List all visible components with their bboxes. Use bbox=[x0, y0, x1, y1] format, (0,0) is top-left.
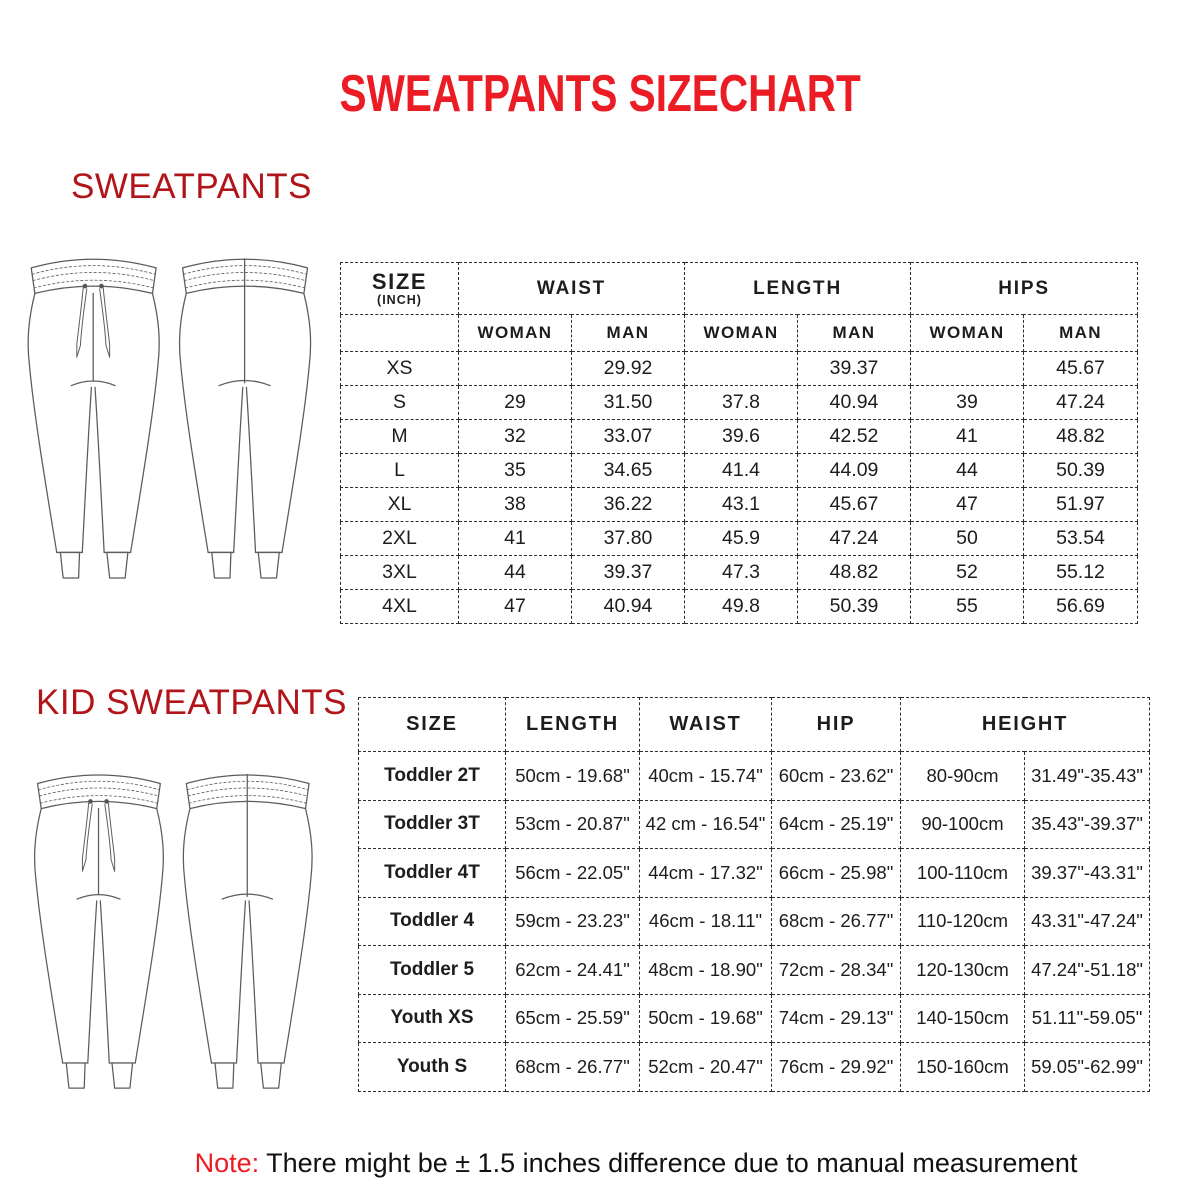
size-cell: XS bbox=[341, 352, 459, 386]
value-cell: 35 bbox=[459, 454, 572, 488]
value-cell: 33.07 bbox=[572, 420, 685, 454]
value-cell: 42 cm - 16.54" bbox=[640, 800, 772, 849]
value-cell: 47.24 bbox=[1024, 386, 1138, 420]
value-cell: 31.50 bbox=[572, 386, 685, 420]
value-cell: 39 bbox=[911, 386, 1024, 420]
length-group-header: LENGTH bbox=[685, 263, 911, 315]
value-cell: 50cm - 19.68" bbox=[506, 752, 640, 801]
value-cell: 51.97 bbox=[1024, 488, 1138, 522]
value-cell: 43.1 bbox=[685, 488, 798, 522]
value-cell: 40.94 bbox=[572, 590, 685, 624]
table-row bbox=[341, 352, 1138, 386]
table-row bbox=[359, 849, 1150, 898]
table-row bbox=[359, 946, 1150, 995]
value-cell: 41 bbox=[459, 522, 572, 556]
page-title bbox=[0, 64, 1200, 123]
value-cell: 40.94 bbox=[798, 386, 911, 420]
value-cell: 100-110cm bbox=[901, 849, 1025, 898]
value-cell: 37.80 bbox=[572, 522, 685, 556]
value-cell: 49.8 bbox=[685, 590, 798, 624]
kid-section-heading: KID SWEATPANTS bbox=[36, 683, 348, 722]
value-cell: 150-160cm bbox=[901, 1043, 1025, 1092]
value-cell: 44 bbox=[459, 556, 572, 590]
kid-hip-header: HIP bbox=[772, 698, 901, 752]
value-cell bbox=[911, 352, 1024, 386]
table-row bbox=[341, 590, 1138, 624]
value-cell: 66cm - 25.98" bbox=[772, 849, 901, 898]
size-cell: Toddler 2T bbox=[359, 752, 506, 801]
value-cell: 46cm - 18.11" bbox=[640, 897, 772, 946]
value-cell: 59cm - 23.23" bbox=[506, 897, 640, 946]
size-cell: 3XL bbox=[341, 556, 459, 590]
value-cell: 56cm - 22.05" bbox=[506, 849, 640, 898]
note-label: Note: bbox=[194, 1148, 260, 1178]
value-cell: 64cm - 25.19" bbox=[772, 800, 901, 849]
value-cell: 48cm - 18.90" bbox=[640, 946, 772, 995]
note-text: There might be ± 1.5 inches difference due to manual measurement bbox=[259, 1148, 1078, 1178]
size-header-label: SIZE bbox=[371, 268, 428, 294]
kid-height-header: HEIGHT bbox=[901, 698, 1150, 752]
size-cell: L bbox=[341, 454, 459, 488]
kid-table-head bbox=[359, 698, 1150, 752]
value-cell: 55 bbox=[911, 590, 1024, 624]
value-cell: 48.82 bbox=[1024, 420, 1138, 454]
value-cell: 39.37"-43.31" bbox=[1025, 849, 1150, 898]
table-row bbox=[341, 420, 1138, 454]
kid-waist-header: WAIST bbox=[640, 698, 772, 752]
value-cell: 47 bbox=[459, 590, 572, 624]
value-cell: 48.82 bbox=[798, 556, 911, 590]
value-cell: 110-120cm bbox=[901, 897, 1025, 946]
value-cell: 34.65 bbox=[572, 454, 685, 488]
value-cell: 29.92 bbox=[572, 352, 685, 386]
value-cell: 74cm - 29.13" bbox=[772, 994, 901, 1043]
value-cell: 72cm - 28.34" bbox=[772, 946, 901, 995]
value-cell bbox=[459, 352, 572, 386]
table-row bbox=[359, 1043, 1150, 1092]
adult-size-table bbox=[340, 262, 1138, 624]
value-cell: 50 bbox=[911, 522, 1024, 556]
value-cell: 47.24"-51.18" bbox=[1025, 946, 1150, 995]
value-cell: 44.09 bbox=[798, 454, 911, 488]
value-cell: 55.12 bbox=[1024, 556, 1138, 590]
hips-man-subheader: MAN bbox=[1024, 315, 1138, 352]
value-cell: 45.9 bbox=[685, 522, 798, 556]
adult-group-header-row bbox=[341, 263, 1138, 315]
value-cell: 50.39 bbox=[798, 590, 911, 624]
value-cell: 41 bbox=[911, 420, 1024, 454]
kid-size-table bbox=[358, 697, 1150, 1092]
value-cell: 35.43"-39.37" bbox=[1025, 800, 1150, 849]
value-cell: 47.24 bbox=[798, 522, 911, 556]
kid-pants-drawing bbox=[26, 762, 318, 1098]
value-cell: 29 bbox=[459, 386, 572, 420]
value-cell: 120-130cm bbox=[901, 946, 1025, 995]
value-cell: 39.6 bbox=[685, 420, 798, 454]
value-cell: 45.67 bbox=[798, 488, 911, 522]
value-cell: 44cm - 17.32" bbox=[640, 849, 772, 898]
measurement-note bbox=[0, 1148, 1200, 1179]
table-row bbox=[359, 752, 1150, 801]
size-cell: XL bbox=[341, 488, 459, 522]
value-cell: 36.22 bbox=[572, 488, 685, 522]
table-row bbox=[341, 488, 1138, 522]
value-cell: 52cm - 20.47" bbox=[640, 1043, 772, 1092]
size-cell: 4XL bbox=[341, 590, 459, 624]
value-cell: 39.37 bbox=[798, 352, 911, 386]
value-cell: 32 bbox=[459, 420, 572, 454]
value-cell: 45.67 bbox=[1024, 352, 1138, 386]
table-row bbox=[341, 386, 1138, 420]
value-cell: 80-90cm bbox=[901, 752, 1025, 801]
value-cell: 51.11"-59.05" bbox=[1025, 994, 1150, 1043]
adult-section-heading: SWEATPANTS bbox=[71, 167, 312, 206]
size-cell: Youth S bbox=[359, 1043, 506, 1092]
value-cell: 47.3 bbox=[685, 556, 798, 590]
table-row bbox=[341, 522, 1138, 556]
size-unit-label: (INCH) bbox=[377, 293, 422, 308]
adult-table-head bbox=[341, 263, 1138, 352]
size-cell: M bbox=[341, 420, 459, 454]
size-cell: Toddler 5 bbox=[359, 946, 506, 995]
table-row bbox=[341, 556, 1138, 590]
blank-header-cell bbox=[341, 315, 459, 352]
kid-length-header: LENGTH bbox=[506, 698, 640, 752]
value-cell: 40cm - 15.74" bbox=[640, 752, 772, 801]
length-woman-subheader: WOMAN bbox=[685, 315, 798, 352]
size-cell: S bbox=[341, 386, 459, 420]
value-cell: 47 bbox=[911, 488, 1024, 522]
size-header-cell bbox=[341, 263, 459, 315]
value-cell: 43.31"-47.24" bbox=[1025, 897, 1150, 946]
table-row bbox=[341, 454, 1138, 488]
value-cell bbox=[685, 352, 798, 386]
value-cell: 53.54 bbox=[1024, 522, 1138, 556]
value-cell: 76cm - 29.92" bbox=[772, 1043, 901, 1092]
value-cell: 59.05"-62.99" bbox=[1025, 1043, 1150, 1092]
value-cell: 56.69 bbox=[1024, 590, 1138, 624]
adult-subheader-row bbox=[341, 315, 1138, 352]
size-cell: Youth XS bbox=[359, 994, 506, 1043]
kid-size-header: SIZE bbox=[359, 698, 506, 752]
waist-woman-subheader: WOMAN bbox=[459, 315, 572, 352]
table-row bbox=[359, 994, 1150, 1043]
hips-woman-subheader: WOMAN bbox=[911, 315, 1024, 352]
value-cell: 31.49"-35.43" bbox=[1025, 752, 1150, 801]
value-cell: 50.39 bbox=[1024, 454, 1138, 488]
value-cell: 37.8 bbox=[685, 386, 798, 420]
value-cell: 41.4 bbox=[685, 454, 798, 488]
value-cell: 44 bbox=[911, 454, 1024, 488]
size-cell: 2XL bbox=[341, 522, 459, 556]
size-cell: Toddler 3T bbox=[359, 800, 506, 849]
value-cell: 42.52 bbox=[798, 420, 911, 454]
size-cell: Toddler 4T bbox=[359, 849, 506, 898]
value-cell: 68cm - 26.77" bbox=[506, 1043, 640, 1092]
waist-group-header: WAIST bbox=[459, 263, 685, 315]
value-cell: 140-150cm bbox=[901, 994, 1025, 1043]
size-cell: Toddler 4 bbox=[359, 897, 506, 946]
adult-pants-drawing bbox=[22, 246, 314, 588]
table-row bbox=[359, 800, 1150, 849]
value-cell: 53cm - 20.87" bbox=[506, 800, 640, 849]
value-cell: 52 bbox=[911, 556, 1024, 590]
kid-header-row bbox=[359, 698, 1150, 752]
value-cell: 68cm - 26.77" bbox=[772, 897, 901, 946]
value-cell: 65cm - 25.59" bbox=[506, 994, 640, 1043]
value-cell: 50cm - 19.68" bbox=[640, 994, 772, 1043]
kid-table-body bbox=[359, 752, 1150, 1092]
page-title-text: SWEATPANTS SIZECHART bbox=[339, 64, 861, 123]
value-cell: 60cm - 23.62" bbox=[772, 752, 901, 801]
adult-table-body bbox=[341, 352, 1138, 624]
value-cell: 62cm - 24.41" bbox=[506, 946, 640, 995]
waist-man-subheader: MAN bbox=[572, 315, 685, 352]
value-cell: 38 bbox=[459, 488, 572, 522]
table-row bbox=[359, 897, 1150, 946]
length-man-subheader: MAN bbox=[798, 315, 911, 352]
hips-group-header: HIPS bbox=[911, 263, 1138, 315]
value-cell: 90-100cm bbox=[901, 800, 1025, 849]
value-cell: 39.37 bbox=[572, 556, 685, 590]
